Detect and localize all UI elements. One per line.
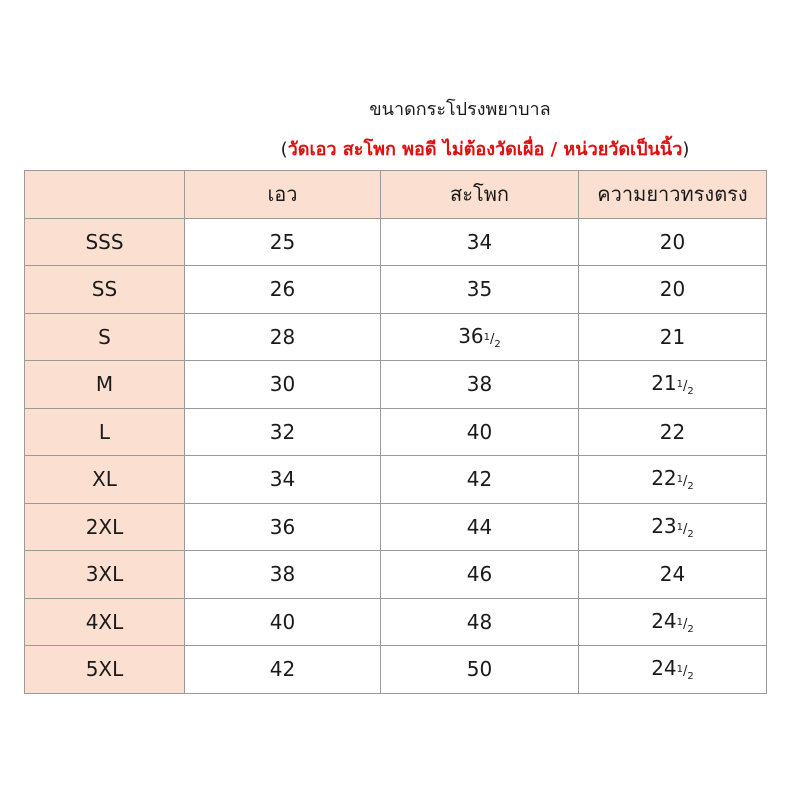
hip-cell-value: 48 xyxy=(466,609,493,634)
header-hip: สะโพก xyxy=(381,171,579,219)
size-cell xyxy=(25,551,185,599)
size-cell xyxy=(25,361,185,409)
table-row xyxy=(25,598,767,646)
hip-cell xyxy=(381,503,579,551)
length-cell xyxy=(579,598,767,646)
waist-cell xyxy=(185,361,381,409)
hip-cell xyxy=(381,551,579,599)
chart-title: ขนาดกระโปรงพยาบาล xyxy=(369,99,551,120)
length-cell xyxy=(579,503,767,551)
note-close-paren: ) xyxy=(682,139,690,160)
table-row xyxy=(25,361,767,409)
half-fraction: $^1/_2$ xyxy=(676,379,694,398)
hip-cell xyxy=(381,313,579,361)
size-cell-value: 5XL xyxy=(85,657,124,682)
length-cell xyxy=(579,456,767,504)
length-cell xyxy=(579,313,767,361)
size-cell xyxy=(25,313,185,361)
hip-cell xyxy=(381,456,579,504)
size-cell xyxy=(25,598,185,646)
hip-cell xyxy=(381,646,579,694)
waist-cell xyxy=(185,598,381,646)
hip-cell-value: 42 xyxy=(466,467,493,492)
size-cell-value: SS xyxy=(91,277,118,302)
waist-cell-value: 30 xyxy=(269,372,296,397)
size-table xyxy=(24,170,767,694)
waist-cell-value: 32 xyxy=(269,419,296,444)
hip-cell-value: 34 xyxy=(466,229,493,254)
hip-cell xyxy=(381,266,579,314)
length-cell-value: 21 xyxy=(651,371,677,396)
header-waist: เอว xyxy=(185,171,381,219)
waist-cell-value: 40 xyxy=(269,609,296,634)
length-cell xyxy=(579,646,767,694)
waist-cell-value: 42 xyxy=(269,657,296,682)
size-cell xyxy=(25,646,185,694)
table-row xyxy=(25,218,767,266)
size-cell xyxy=(25,408,185,456)
waist-cell-value: 38 xyxy=(269,562,296,587)
note-open-paren: ( xyxy=(280,139,288,160)
measurement-note xyxy=(0,134,800,163)
header-size xyxy=(25,171,185,219)
table-row xyxy=(25,408,767,456)
half-fraction: $^1/_2$ xyxy=(676,616,694,635)
length-cell-value: 23 xyxy=(651,513,677,538)
hip-cell xyxy=(381,408,579,456)
half-fraction: $^1/_2$ xyxy=(483,331,501,350)
size-cell-value: L xyxy=(98,419,111,444)
size-cell xyxy=(25,456,185,504)
waist-cell xyxy=(185,646,381,694)
size-cell xyxy=(25,503,185,551)
waist-cell xyxy=(185,266,381,314)
waist-cell xyxy=(185,551,381,599)
length-cell-value: 24 xyxy=(659,562,686,587)
waist-cell xyxy=(185,503,381,551)
size-cell-value: M xyxy=(95,372,114,397)
header-length: ความยาวทรงตรง xyxy=(579,171,767,219)
length-cell-value: 22 xyxy=(651,466,677,491)
hip-cell-value: 38 xyxy=(466,372,493,397)
table-row xyxy=(25,266,767,314)
length-cell xyxy=(579,218,767,266)
table-row xyxy=(25,646,767,694)
size-cell-value: XL xyxy=(92,467,117,492)
size-cell-value: 2XL xyxy=(85,514,124,539)
size-cell-value: S xyxy=(98,324,111,349)
length-cell-value: 21 xyxy=(659,324,686,349)
hip-cell-value: 35 xyxy=(466,277,493,302)
hip-cell-value: 46 xyxy=(466,562,493,587)
length-cell xyxy=(579,361,767,409)
length-cell-value: 24 xyxy=(651,608,677,633)
length-cell-value: 24 xyxy=(651,656,677,681)
waist-cell xyxy=(185,408,381,456)
hip-cell-value: 40 xyxy=(466,419,493,444)
waist-cell xyxy=(185,218,381,266)
hip-cell-value: 50 xyxy=(466,657,493,682)
waist-cell xyxy=(185,456,381,504)
hip-cell xyxy=(381,598,579,646)
length-cell xyxy=(579,266,767,314)
note-text: วัดเอว สะโพก พอดี ไม่ต้องวัดเผื่อ / หน่วยวัดเป็นนิ้ว xyxy=(287,139,683,160)
hip-cell xyxy=(381,218,579,266)
hip-cell-value: 36 xyxy=(458,323,484,348)
table-row xyxy=(25,551,767,599)
length-cell xyxy=(579,551,767,599)
length-cell-value: 20 xyxy=(659,277,686,302)
table-row xyxy=(25,456,767,504)
hip-cell-value: 44 xyxy=(466,514,493,539)
header-row xyxy=(25,171,767,219)
size-cell xyxy=(25,218,185,266)
waist-cell-value: 34 xyxy=(269,467,296,492)
size-cell-value: 4XL xyxy=(85,609,124,634)
hip-cell xyxy=(381,361,579,409)
waist-cell xyxy=(185,313,381,361)
length-cell-value: 20 xyxy=(659,229,686,254)
waist-cell-value: 36 xyxy=(269,514,296,539)
size-cell xyxy=(25,266,185,314)
length-cell xyxy=(579,408,767,456)
size-cell-value: SSS xyxy=(85,229,124,254)
waist-cell-value: 28 xyxy=(269,324,296,349)
length-cell-value: 22 xyxy=(659,419,686,444)
half-fraction: $^1/_2$ xyxy=(676,664,694,683)
half-fraction: $^1/_2$ xyxy=(676,521,694,540)
table-row xyxy=(25,503,767,551)
waist-cell-value: 26 xyxy=(269,277,296,302)
half-fraction: $^1/_2$ xyxy=(676,474,694,493)
size-cell-value: 3XL xyxy=(85,562,124,587)
waist-cell-value: 25 xyxy=(269,229,296,254)
table-row xyxy=(25,313,767,361)
